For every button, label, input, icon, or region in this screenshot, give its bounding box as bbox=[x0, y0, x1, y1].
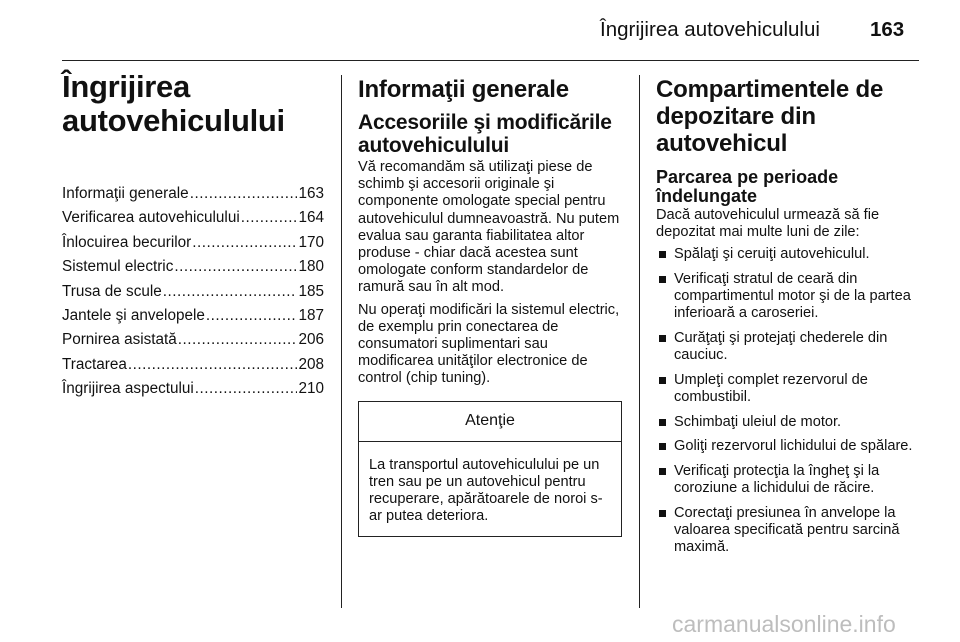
list-item-text: Corectaţi presiunea în anvelope la valoarea specificată pentru sarcină maximă. bbox=[674, 504, 900, 555]
section-heading: Compartimentele de depozitare din autovehicul bbox=[656, 76, 884, 157]
list-item bbox=[656, 463, 920, 497]
toc-entry-page: 210 bbox=[298, 380, 324, 398]
chapter-title-line-1: Îngrijirea bbox=[62, 69, 190, 104]
caution-box bbox=[358, 401, 622, 538]
list-item bbox=[656, 246, 920, 263]
list-item-text: Umpleţi complet rezervorul de combustibil. bbox=[674, 371, 868, 405]
toc-entry-label: Trusa de scule bbox=[62, 282, 162, 300]
column-divider-right bbox=[639, 75, 640, 608]
watermark: carmanualsonline.info bbox=[672, 611, 896, 637]
toc-entry-label: Verificarea autovehiculului bbox=[62, 209, 240, 227]
toc-leader-dots bbox=[190, 182, 298, 206]
toc-entry[interactable] bbox=[62, 304, 324, 328]
subsection-heading: Parcarea pe perioade îndelungate bbox=[656, 167, 839, 206]
toc-entry-page: 180 bbox=[298, 258, 324, 276]
paragraph: Nu operaţi modificări la sistemul electric, de exemplu prin conectarea de consumatori suplimentari sau modificarea unităţilor electronice de control (chip tuning). bbox=[358, 301, 620, 387]
list-item bbox=[656, 372, 920, 406]
toc-leader-dots bbox=[128, 353, 298, 377]
bullet-square-icon bbox=[659, 251, 666, 258]
toc-leader-dots bbox=[174, 255, 297, 279]
paragraph: Vă recomandăm să utilizaţi piese de schimb şi accesorii originale şi componente omologate special pentru autovehiculul dumneavoastră. Nu putem evalua sau garanta fiabilitatea altor produse - chiar dacă acestea sunt omologate conform standardelor de ramură sau în alt mod. bbox=[358, 159, 620, 296]
toc-entry[interactable] bbox=[62, 377, 324, 401]
bullet-square-icon bbox=[659, 276, 666, 283]
toc-leader-dots bbox=[241, 206, 298, 230]
chapter-column bbox=[62, 70, 324, 402]
list-item bbox=[656, 438, 920, 455]
toc-entry[interactable] bbox=[62, 353, 324, 377]
toc-entry-label: Tractarea bbox=[62, 355, 127, 373]
list-item-text: Curăţaţi şi protejaţi chederele din cauciuc. bbox=[674, 330, 888, 364]
toc-entry[interactable] bbox=[62, 231, 324, 255]
toc-entry-page: 206 bbox=[298, 331, 324, 349]
bullet-square-icon bbox=[659, 443, 666, 450]
toc-entry-page: 185 bbox=[298, 282, 324, 300]
toc-entry-label: Sistemul electric bbox=[62, 258, 174, 276]
caution-title: Atenţie bbox=[359, 402, 621, 442]
chapter-title bbox=[62, 70, 324, 138]
bullet-square-icon bbox=[659, 419, 666, 426]
caution-text: La transportul autovehiculului pe un tren sau pe un autovehicul pentru recuperare, apărătoarele de noroi s-ar putea deteriora. bbox=[369, 456, 603, 525]
list-item bbox=[656, 271, 920, 323]
bullet-square-icon bbox=[659, 468, 666, 475]
toc-entry-label: Informaţii generale bbox=[62, 185, 189, 202]
running-header-title: Îngrijirea autovehiculului bbox=[600, 18, 820, 41]
list-item-text: Schimbaţi uleiul de motor. bbox=[674, 413, 842, 430]
toc-leader-dots bbox=[178, 328, 298, 352]
list-item-text: Verificaţi stratul de ceară din compartimentul motor şi de la partea inferioară a caroseriei. bbox=[674, 271, 911, 322]
table-of-contents bbox=[62, 182, 324, 402]
toc-leader-dots bbox=[192, 231, 297, 255]
toc-entry-page: 170 bbox=[298, 233, 324, 251]
general-info-column bbox=[358, 76, 622, 537]
list-item-text: Verificaţi protecţia la îngheţ şi la coroziune a lichidului de răcire. bbox=[674, 462, 880, 496]
list-item bbox=[656, 414, 920, 431]
section-heading: Informaţii generale bbox=[358, 76, 569, 103]
toc-entry-label: Pornirea asistată bbox=[62, 331, 177, 349]
chapter-title-line-2: autovehiculului bbox=[62, 103, 285, 138]
list-item bbox=[656, 330, 920, 364]
toc-entry[interactable] bbox=[62, 280, 324, 304]
paragraph: Dacă autovehiculul urmează să fie depozitat mai multe luni de zile: bbox=[656, 207, 880, 241]
header-rule bbox=[62, 60, 919, 61]
column-divider-left bbox=[341, 75, 342, 608]
list-item-text: Spălaţi şi ceruiţi autovehiculul. bbox=[674, 246, 870, 263]
bullet-list bbox=[656, 246, 920, 556]
list-item bbox=[656, 505, 920, 557]
toc-entry-page: 208 bbox=[298, 355, 324, 373]
toc-leader-dots bbox=[163, 280, 298, 304]
page-number: 163 bbox=[870, 18, 905, 41]
toc-entry-page: 187 bbox=[298, 307, 324, 325]
storage-column bbox=[656, 76, 920, 564]
list-item-text: Goliţi rezervorul lichidului de spălare. bbox=[674, 438, 913, 455]
toc-leader-dots bbox=[195, 377, 298, 401]
bullet-square-icon bbox=[659, 377, 666, 384]
subsection-heading: Accesoriile şi modificările autovehiculului bbox=[358, 111, 612, 157]
toc-entry[interactable] bbox=[62, 328, 324, 352]
bullet-square-icon bbox=[659, 510, 666, 517]
toc-entry[interactable] bbox=[62, 206, 324, 230]
toc-entry[interactable] bbox=[62, 182, 324, 206]
toc-entry-label: Înlocuirea becurilor bbox=[62, 233, 192, 251]
toc-entry[interactable] bbox=[62, 255, 324, 279]
toc-entry-label: Îngrijirea aspectului bbox=[62, 380, 194, 398]
toc-entry-label: Jantele şi anvelopele bbox=[62, 307, 205, 325]
toc-entry-page: 164 bbox=[298, 209, 324, 227]
toc-leader-dots bbox=[206, 304, 298, 328]
bullet-square-icon bbox=[659, 335, 666, 342]
toc-entry-page: 163 bbox=[298, 185, 324, 202]
